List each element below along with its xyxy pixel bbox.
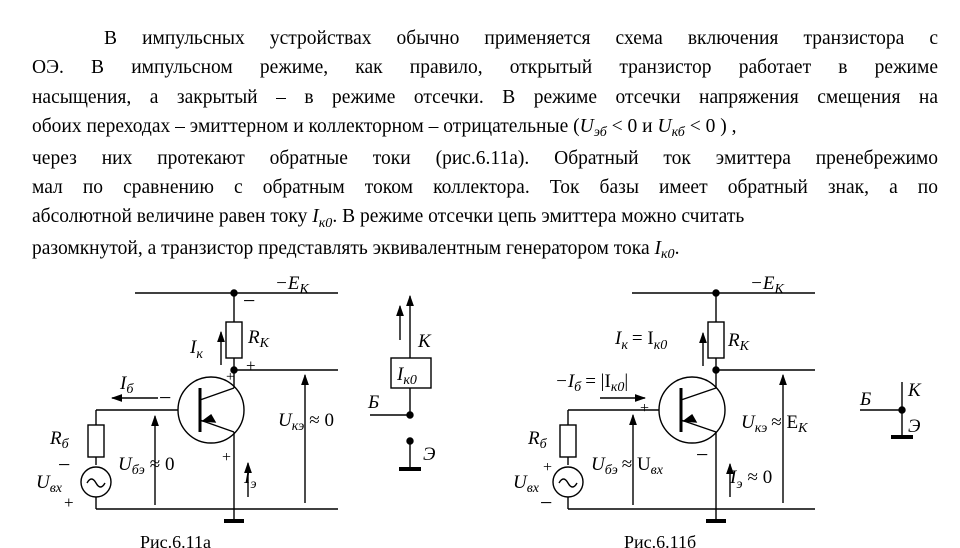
svg-text:−: −	[58, 452, 71, 477]
svg-text:+: +	[246, 356, 256, 375]
svg-text:Uбэ≈ 0: $U_{бэ} \approx 0$	[118, 454, 175, 478]
svg-text:−EК: $-E_К$	[750, 273, 784, 297]
svg-text:−: −	[159, 385, 172, 410]
svg-text:Iэ: $I_э$	[244, 467, 257, 492]
svg-text:+: +	[543, 459, 553, 476]
svg-text:Uбэ≈ Uвх: $U_{бэ} \approx U_{вх}$	[591, 454, 663, 478]
svg-text:Iк: $I_к$	[190, 337, 203, 362]
equivalent-generator-labels	[367, 331, 435, 465]
svg-text:RК: $R_К$	[728, 330, 749, 354]
svg-text:Rб: $R_б$	[528, 428, 547, 452]
figure-a-labels	[36, 273, 334, 548]
text-line-2: ОЭ. В импульсном режиме, как правило, открытый транзистор работает в режиме	[32, 57, 938, 79]
closed-switch-labels	[859, 380, 922, 437]
svg-text:Э: Э	[908, 416, 921, 437]
text-line-1: В импульсных устройствах обычно применяется схема включения транзистора с	[104, 28, 938, 49]
svg-text:+: +	[222, 449, 232, 466]
svg-text:+: +	[226, 369, 235, 385]
svg-text:Э: Э	[423, 444, 436, 465]
svg-text:−: −	[243, 288, 256, 313]
svg-text:Б: Б	[860, 389, 872, 410]
svg-text:К: К	[908, 380, 921, 401]
svg-text:Uвх: $U_{вх}$	[513, 472, 540, 496]
figure-a	[81, 290, 338, 521]
text-line-8: разомкнутой, а транзистор представлять эквивалентным генератором тока $I_{к0}$.	[32, 237, 680, 263]
text-line-6: мал по сравнению с обратным током коллектора. Ток базы имеет обратный знак, а по	[32, 177, 938, 199]
svg-text:RК: $R_К$	[248, 327, 269, 351]
svg-text:Iк= Iк0: $I_к = I_{к0}$	[615, 328, 668, 353]
text-line-3: насыщения, а закрытый – в режиме отсечки. В режиме отсечки напряжения смещения на	[32, 86, 938, 108]
transistor-b	[659, 377, 725, 443]
svg-text:К: К	[418, 331, 431, 352]
caption-b: Рис.6.11б	[624, 532, 697, 548]
text-line-4: обоих переходах – эмиттерном и коллекторном – отрицательные ($U_{эб} < 0$ и $U_{кб} < 0$ ) ,	[32, 116, 737, 141]
svg-text:Uвх: $U_{вх}$	[36, 472, 63, 496]
svg-text:−Iб= |Iк0|: $-I_б = |I_{к0}|$	[555, 371, 629, 395]
figure-b-labels	[513, 273, 808, 548]
resistor-rb-b	[560, 425, 576, 457]
resistor-rb	[88, 425, 104, 457]
figure-b	[553, 290, 815, 521]
svg-text:Uкэ≈ 0: $U_{кэ} \approx 0$	[278, 410, 334, 434]
svg-text:−: −	[696, 442, 709, 467]
resistor-rk	[226, 322, 242, 358]
svg-text:Iэ≈ 0: $I_э \approx 0$	[730, 467, 773, 492]
svg-text:Rб: $R_б$	[50, 428, 69, 452]
text-line-7: абсолютной величине равен току $I_{к0}$. В режиме отсечки цепь эмиттера можно считать	[32, 206, 745, 231]
caption-a: Рис.6.11а	[140, 532, 211, 548]
svg-text:−: −	[540, 490, 553, 515]
svg-text:Uкэ≈ EК: $U_{кэ} \approx E_К$	[741, 412, 808, 436]
svg-text:+: +	[64, 493, 74, 512]
svg-text:−EК: $-E_К$	[275, 273, 309, 297]
text-line-5: через них протекают обратные токи (рис.6.11а). Обратный ток эмиттера пренебрежимо	[32, 147, 938, 169]
svg-text:Iк0: $I_{к0}$	[397, 364, 417, 388]
resistor-rk-b	[708, 322, 724, 358]
svg-text:Iб: $I_б$	[120, 373, 134, 397]
svg-text:Б: Б	[368, 392, 380, 413]
svg-text:+: +	[640, 400, 650, 417]
